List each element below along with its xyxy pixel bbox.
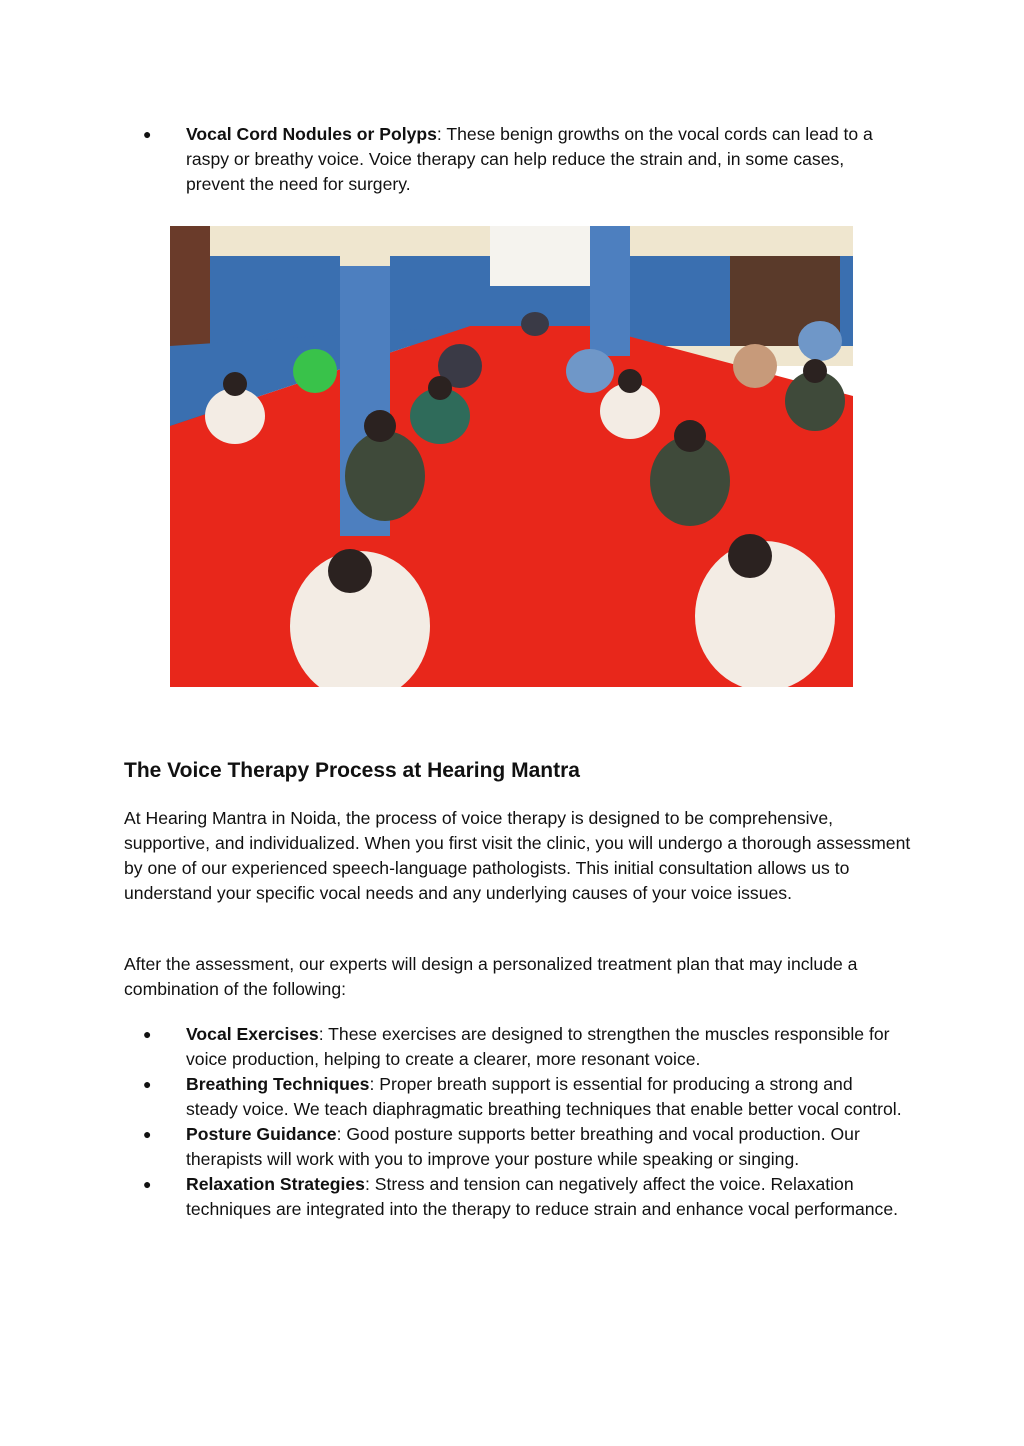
list-item-text: : Proper breath support is essential for producing a strong and steady voice. We teach diaphragmatic breathing techniques that enable better vocal control. (186, 1074, 902, 1119)
list-item (124, 1172, 904, 1222)
list-item-term: Vocal Exercises (186, 1024, 319, 1044)
bullet-icon: ● (143, 1076, 152, 1092)
conditions-bullet-list (124, 122, 904, 197)
list-item-term: Posture Guidance (186, 1124, 337, 1144)
list-item (124, 1122, 904, 1172)
list-item (124, 122, 904, 197)
list-item-text: : Good posture supports better breathing and vocal production. Our therapists will work with you to improve your posture while speaking or singing. (186, 1124, 860, 1169)
list-item-text: : Stress and tension can negatively affect the voice. Relaxation techniques are integrated into the therapy to reduce strain and enhance vocal performance. (186, 1174, 899, 1219)
group-therapy-photo (170, 226, 853, 687)
list-item-text: : These exercises are designed to strengthen the muscles responsible for voice production, helping to create a clearer, more resonant voice. (186, 1024, 890, 1069)
list-item (124, 1072, 904, 1122)
bullet-icon: ● (143, 1126, 152, 1142)
list-item-text: : These benign growths on the vocal cords can lead to a raspy or breathy voice. Voice therapy can help reduce the strain and, in some cases, prevent the need for surgery. (186, 124, 873, 194)
section-heading: The Voice Therapy Process at Hearing Mantra (124, 759, 580, 782)
list-item-term: Relaxation Strategies (186, 1174, 365, 1194)
list-item-term: Vocal Cord Nodules or Polyps (186, 124, 437, 144)
bullet-icon: ● (143, 1176, 152, 1192)
plan-paragraph: After the assessment, our experts will design a personalized treatment plan that may include a combination of the following: (124, 954, 858, 999)
intro-paragraph: At Hearing Mantra in Noida, the process of voice therapy is designed to be comprehensive, supportive, and individualized. When you first visit the clinic, you will undergo a thorough assessment by one of our experienced speech-language pathologists. This initial consultation allows us to understand your specific vocal needs and any underlying causes of your voice issues. (124, 808, 911, 903)
bullet-icon: ● (143, 1026, 152, 1042)
bullet-icon: ● (143, 126, 152, 142)
treatment-bullet-list (124, 1022, 904, 1222)
list-item (124, 1022, 904, 1072)
list-item-term: Breathing Techniques (186, 1074, 370, 1094)
